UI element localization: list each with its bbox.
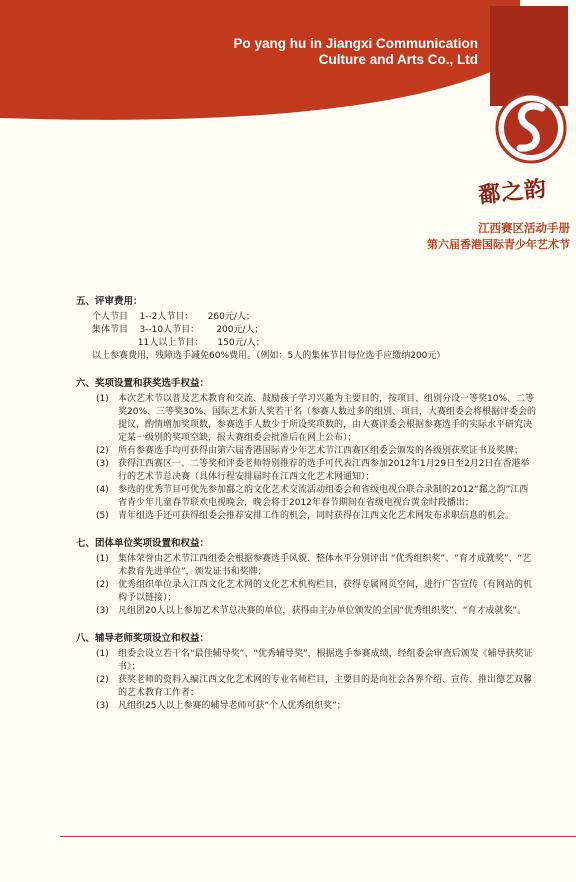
company-name <box>233 36 478 68</box>
section-group-awards <box>76 537 536 618</box>
item-text: 凡组团20人以上参加艺术节总决赛的单位，获得由主办单位颁发的全国“优秀组织奖”、“育才成就奖”。 <box>118 606 527 616</box>
fee-note: 以上参赛费用，残障选手减免60%费用。（例如：5人的集体节目每位选手应缴纳200元） <box>92 351 446 361</box>
item-text: 获得江西赛区一、二等奖和评委老师特别推荐的选手可代表江西参加2012年1月29日至2月2日在香港举行的艺术节总决赛（具体行程安排届时在江西文化艺术网通知）； <box>118 459 530 482</box>
item-number: (3) <box>96 701 109 711</box>
list-item <box>76 579 536 605</box>
list-item <box>76 553 536 579</box>
item-number: (1) <box>96 554 109 564</box>
item-text: 组委会设立若干名“最佳辅导奖”、“优秀辅导奖”，根据选手参赛成绩，经组委会审查后颁发《辅导获奖证书》； <box>118 649 533 672</box>
section-teacher-awards <box>76 632 536 713</box>
item-text: 所有参赛选手均可获得由第六届香港国际青少年艺术节江西赛区组委会颁发的各级别获奖证书及奖牌； <box>118 446 524 456</box>
section-title: 八、辅导老师奖项设立和权益： <box>76 633 210 644</box>
list-item <box>76 510 536 523</box>
emblem-logo-icon <box>494 88 568 172</box>
company-name-line2: Culture and Arts Co., Ltd <box>318 52 478 67</box>
list-item <box>76 393 536 445</box>
section-fees <box>76 295 536 363</box>
item-number: (4) <box>96 485 109 495</box>
item-text: 青年组选手还可获得组委会推荐安排工作的机会，同时获得在江西文化艺术网发布求职信息的机会。 <box>118 511 515 521</box>
list-item <box>76 605 536 618</box>
fee-line: 个人节目 1--2人节目： 260元/人； <box>92 312 255 322</box>
list-item <box>76 445 536 458</box>
document-body <box>76 295 536 727</box>
section-title: 五、评审费用： <box>76 296 143 307</box>
fee-line: 11人以上节目： 150元/人； <box>92 338 265 348</box>
list-item <box>76 458 536 484</box>
item-text: 本次艺术节以普及艺术教育和交流、鼓励孩子学习兴趣为主要目的，按项目、组别分设一等奖10%、二等奖20%、三等奖30%、国际艺术新人奖若干名（参赛人数过多的组别、项目，大赛组委会将根据评委会的提议，酌情增加奖项数，参赛选手人数少于所设奖项数的，由大赛评委会根据参赛选手的实际水平研究决定某一级别的奖项空缺，报大赛组委会批准后在网上公布）； <box>118 394 537 443</box>
fee-line: 集体节目 3--10人节目： 200元/人； <box>92 325 264 335</box>
logo-wordmark: 鄱之韵 <box>477 175 549 209</box>
item-text: 获奖老师的资料入编江西文化艺术网的专业名师栏目，主要目的是向社会各界介绍、宣传、推出德艺双馨的艺术教育工作者； <box>118 675 533 698</box>
list-item <box>76 648 536 674</box>
item-number: (1) <box>96 394 109 404</box>
list-item <box>76 674 536 700</box>
list-item <box>76 700 536 713</box>
company-name-line1: Po yang hu in Jiangxi Communication <box>233 36 478 51</box>
festival-title: 第六届香港国际青少年艺术节 <box>427 238 570 251</box>
item-number: (1) <box>96 649 109 659</box>
item-number: (2) <box>96 446 109 456</box>
item-number: (2) <box>96 675 109 685</box>
item-text: 凡组织25人以上参赛的辅导老师可获“个人优秀组织奖”； <box>118 701 346 711</box>
item-number: (3) <box>96 606 109 616</box>
list-item <box>76 484 536 510</box>
section-title: 七、团体单位奖项设置和权益： <box>76 538 210 549</box>
item-number: (5) <box>96 511 109 521</box>
section-title: 六、奖项设置和获奖选手权益： <box>76 378 210 389</box>
item-text: 参选的优秀节目可优先参加鄱之韵文化艺术交流活动组委会和省级电视台联合录制的2012“鄱之韵”江西省青少年儿童春节联欢电视晚会，晚会将于2012年春节期间在省级电视台黄金时段播出； <box>118 485 529 508</box>
item-text: 优秀组织单位录入江西文化艺术网的文化艺术机构栏目，获得专属网页空间，进行广告宣传（有网站的机构予以链接）； <box>118 580 533 603</box>
item-number: (3) <box>96 459 109 469</box>
item-text: 集体荣誉由艺术节江西组委会根据参赛选手风貌、整体水平分别评出 “优秀组织奖”、“育才成就奖”、“艺术教育先进单位”，颁发证书和奖牌； <box>118 554 532 577</box>
footer-divider <box>60 836 576 837</box>
section-awards <box>76 377 536 523</box>
item-number: (2) <box>96 580 109 590</box>
handbook-title: 江西赛区活动手册 <box>478 221 570 235</box>
